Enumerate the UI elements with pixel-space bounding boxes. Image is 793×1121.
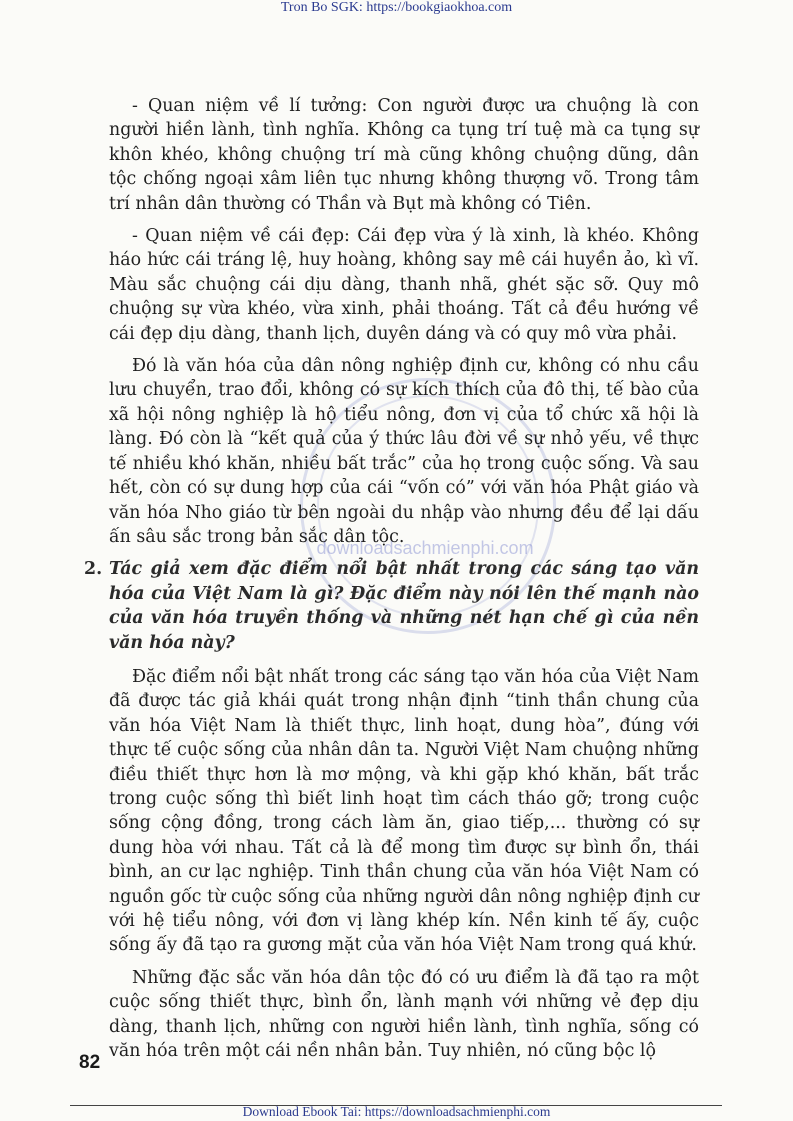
answer-paragraph-1: Đặc điểm nổi bật nhất trong các sáng tạo văn hóa của Việt Nam đã được tác giả khái quát trong nhận định “tinh thần chung của văn hóa Việt Nam là thiết thực, linh hoạt, dung hòa”, đúng với thực tế cuộc sống của nhân dân ta. Người Việt Nam chuộng những điều thiết thực hơn là mơ mộng, và khi gặp khó khăn, bất trắc trong cuộc sống thì biết linh hoạt tìm cách tháo gỡ; trong cuộc sống cộng đồng, trong cách làm ăn, giao tiếp,... thường có sự dung hòa với nhau. Tất cả là để mong tìm được sự bình ổn, thái bình, an cư lạc nghiệp. Tinh thần chung của văn hóa Việt Nam có nguồn gốc từ cuộc sống của những người dân nông nghiệp định cư với hệ tiểu nông, với đơn vị làng khép kín. Nền kinh tế ấy, cuộc sống ấy đã tạo ra gương mặt của văn hóa Việt Nam trong quá khứ. — [109, 666, 699, 956]
question-number: 2. — [84, 559, 103, 580]
paragraph-ideal: - Quan niệm về lí tưởng: Con người được ưa chuộng là con người hiền lành, tình nghĩa. Không ca tụng trí tuệ mà ca tụng sự khôn khéo, không chuộng trí mà cũng không chuộng dũng, dân tộc chống ngoại xâm liên tục nhưng không thượng võ. Trong tâm trí nhân dân thường có Thần và Bụt mà không có Tiên. — [109, 96, 699, 214]
answer-paragraph-2: Những đặc sắc văn hóa dân tộc đó có ưu điểm là đã tạo ra một cuộc sống thiết thực, bình ổn, lành mạnh với những vẻ đẹp dịu dàng, thanh lịch, những con người hiền lành, tình nghĩa, sống có văn hóa trên một cái nền nhân bản. Tuy nhiên, nó cũng bộc lộ — [109, 967, 699, 1062]
footer-download-link[interactable]: Download Ebook Tai: https://downloadsachmienphi.com — [242, 1104, 551, 1119]
watermark-text: downloadsachmienphi.com — [316, 538, 534, 558]
paragraph-beauty: - Quan niệm về cái đẹp: Cái đẹp vừa ý là xinh, là khéo. Không háo hức cái tráng lệ, huy hoàng, không say mê cái huyền ảo, kì vĩ. Màu sắc chuộng cái dịu dàng, thanh nhã, ghét sặc sỡ. Quy mô chuộng sự vừa khéo, vừa xinh, phải thoáng. Tất cả đều hướng về cái đẹp dịu dàng, thanh lịch, duyên dáng và có quy mô vừa phải. — [109, 226, 699, 344]
page-number: 82 — [79, 1052, 101, 1073]
question-text: Tác giả xem đặc điểm nổi bật nhất trong các sáng tạo văn hóa của Việt Nam là gì? Đặc điểm này nói lên thế mạnh nào của văn hóa truyền thống và những nét hạn chế gì của nền văn hóa này? — [109, 559, 699, 653]
header-source-link[interactable]: Tron Bo SGK: https://bookgiaokhoa.com — [280, 0, 513, 15]
question-2 — [84, 557, 699, 655]
paragraph-agrarian-culture: Đó là văn hóa của dân nông nghiệp định cư, không có nhu cầu lưu chuyển, trao đổi, không có sự kích thích của đô thị, tế bào của xã hội nông nghiệp là hộ tiểu nông, đơn vị của tổ chức xã hội là làng. Đó còn là “kết quả của ý thức lâu đời về sự nhỏ yếu, về thực tế nhiều khó khăn, nhiều bất trắc” của họ trong cuộc sống. Và sau hết, còn có sự dung hợp của cái “vốn có” với văn hóa Phật giáo và văn hóa Nho giáo từ bên ngoài du nhập vào nhưng đều để lại dấu ấn sâu sắc trong bản sắc dân tộc. — [109, 356, 699, 547]
